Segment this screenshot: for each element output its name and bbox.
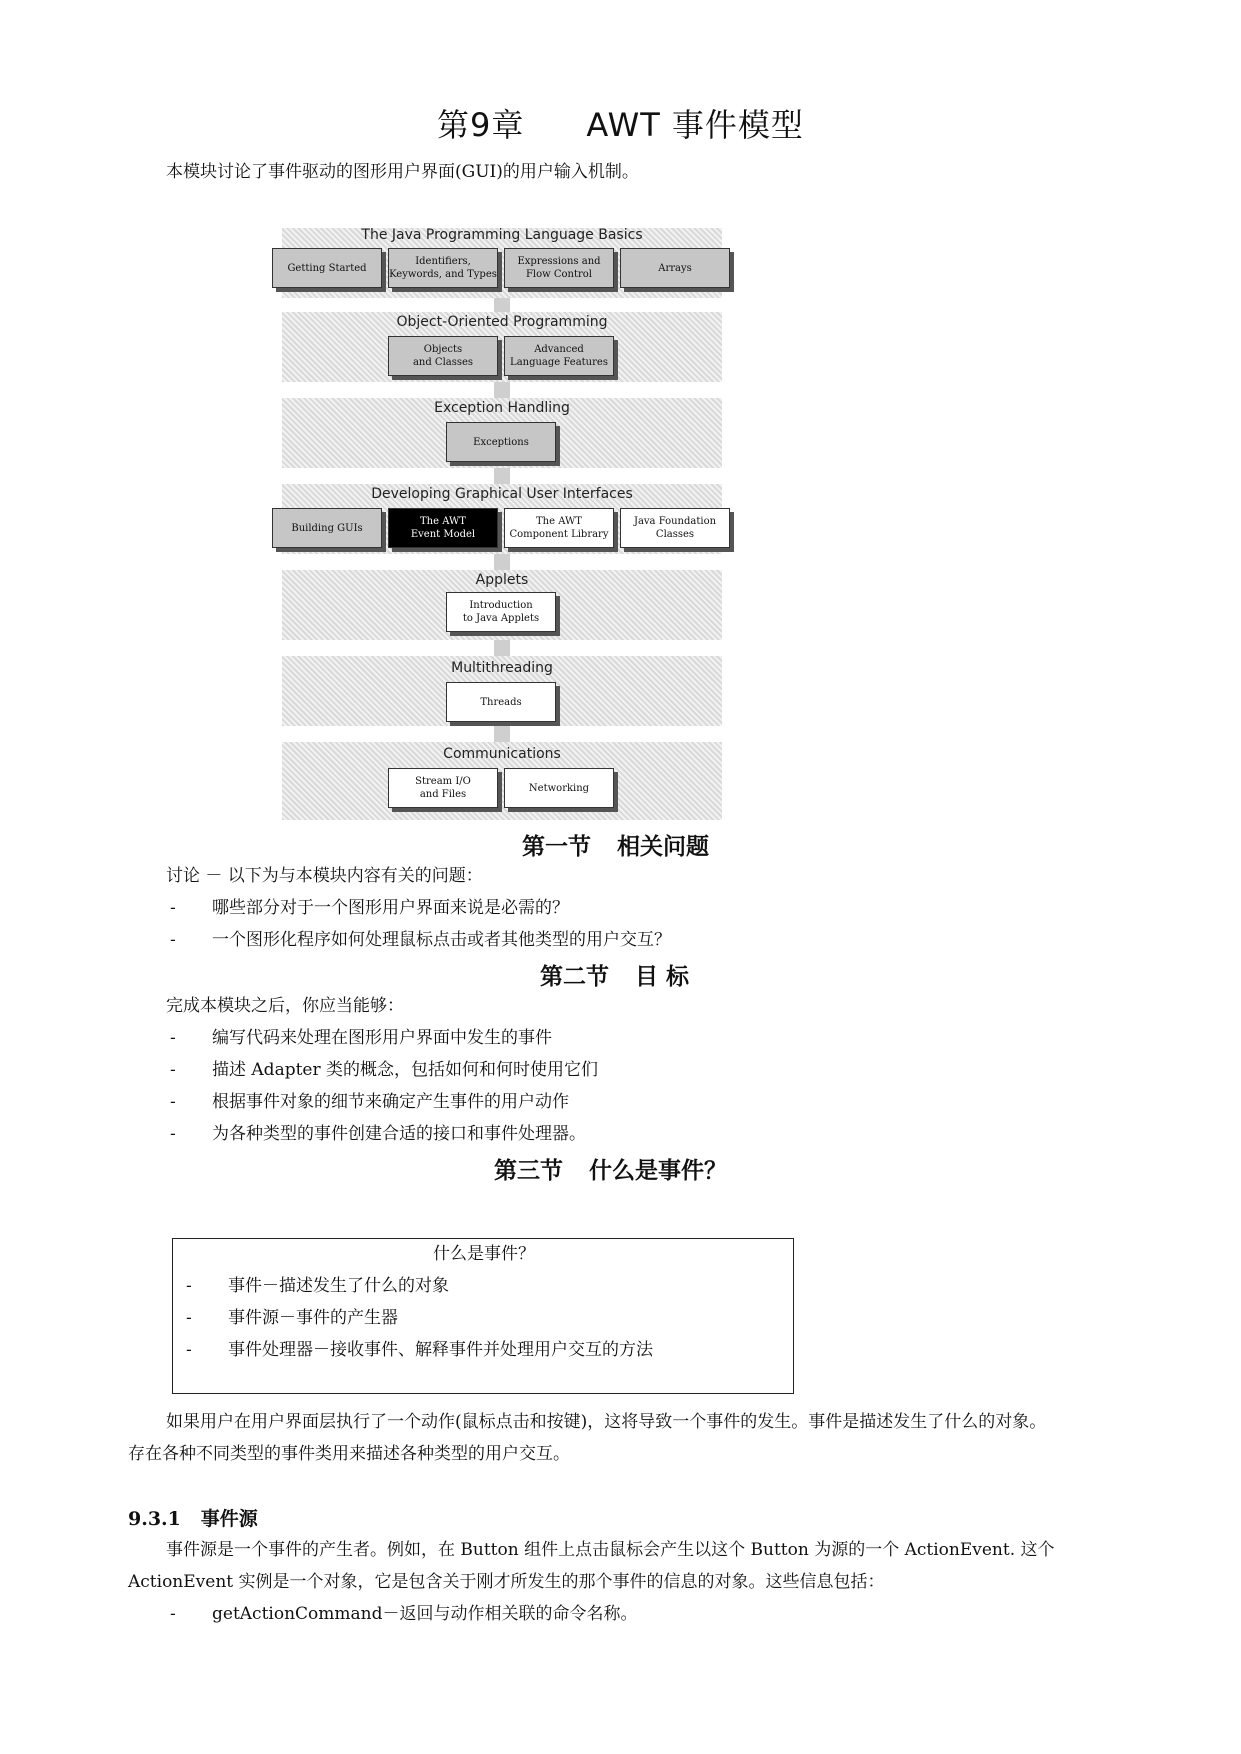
bullet: -: [170, 1092, 176, 1112]
list-item-text: 编写代码来处理在图形用户界面中发生的事件: [212, 1028, 552, 1048]
list-item: [170, 1092, 569, 1112]
band-title-multithreading: Multithreading: [451, 660, 553, 676]
module-exceptions: Exceptions: [446, 422, 556, 462]
event-source-line1: 事件源是一个事件的产生者。例如，在 Button 组件上点击鼠标会产生以这个 Button 为源的一个 ActionEvent. 这个: [166, 1540, 1055, 1560]
event-source-line2: ActionEvent 实例是一个对象，它是包含关于刚才所发生的那个事件的信息的对象。这些信息包括：: [128, 1572, 885, 1592]
section2-title: [540, 958, 689, 991]
section1-number: 第一节: [522, 834, 591, 860]
module-building-guis: Building GUIs: [272, 508, 382, 548]
module-objects-classes: Objects and Classes: [388, 336, 498, 376]
list-item: [170, 1124, 586, 1144]
section1-name: 相关问题: [617, 834, 709, 860]
list-item: [170, 1604, 637, 1624]
course-map-diagram: [272, 224, 732, 824]
list-item-text: getActionCommand－返回与动作相关联的命令名称。: [212, 1604, 638, 1624]
subsection-heading: 9.3.1 事件源: [128, 1508, 258, 1530]
section3-number: 第三节: [494, 1158, 563, 1184]
chapter-title: [0, 100, 1241, 146]
module-awt-component-library: The AWT Component Library: [504, 508, 614, 548]
bullet: -: [170, 1604, 176, 1624]
band-title-oop: Object-Oriented Programming: [396, 314, 608, 330]
list-item: [170, 1060, 598, 1080]
section1-lead: 讨论 － 以下为与本模块内容有关的问题：: [166, 866, 483, 886]
box-heading: 什么是事件？: [433, 1244, 535, 1264]
list-item: [186, 1308, 398, 1328]
module-java-foundation-classes: Java Foundation Classes: [620, 508, 730, 548]
list-item-text: 事件源－事件的产生器: [228, 1308, 398, 1328]
module-intro-applets: Introduction to Java Applets: [446, 592, 556, 632]
module-threads: Threads: [446, 682, 556, 722]
chapter-number: 第9章: [437, 106, 525, 144]
section2-number: 第二节: [540, 964, 609, 990]
bullet: -: [170, 1060, 176, 1080]
list-item: [170, 930, 671, 950]
section1-title: [522, 828, 709, 861]
list-item-text: 为各种类型的事件创建合适的接口和事件处理器。: [212, 1124, 586, 1144]
module-awt-event-model: The AWT Event Model: [388, 508, 498, 548]
module-networking: Networking: [504, 768, 614, 808]
band-title-exceptions: Exception Handling: [434, 400, 570, 416]
module-stream-io: Stream I/O and Files: [388, 768, 498, 808]
module-identifiers: Identifiers, Keywords, and Types: [388, 248, 498, 288]
module-getting-started: Getting Started: [272, 248, 382, 288]
list-item: [170, 898, 569, 918]
list-item-text: 事件处理器－接收事件、解释事件并处理用户交互的方法: [228, 1340, 653, 1360]
event-paragraph-line1: 如果用户在用户界面层执行了一个动作(鼠标点击和按键)，这将导致一个事件的发生。事件是描述发生了什么的对象。: [166, 1412, 1047, 1432]
band-title-basics: The Java Programming Language Basics: [361, 227, 643, 243]
section3-name: 什么是事件？: [589, 1158, 727, 1184]
band-title-gui: Developing Graphical User Interfaces: [371, 486, 633, 502]
section3-title: [494, 1152, 727, 1185]
list-item-text: 根据事件对象的细节来确定产生事件的用户动作: [212, 1092, 569, 1112]
list-item-text: 事件－描述发生了什么的对象: [228, 1276, 449, 1296]
list-item: [170, 1028, 552, 1048]
bullet: -: [170, 1124, 176, 1144]
bullet: -: [170, 898, 176, 918]
section2-name: 目 标: [635, 964, 690, 990]
list-item: [186, 1340, 653, 1360]
list-item-text: 描述 Adapter 类的概念，包括如何和何时使用它们: [212, 1060, 599, 1080]
module-advanced-language: Advanced Language Features: [504, 336, 614, 376]
bullet: -: [186, 1276, 192, 1296]
list-item-text: 一个图形化程序如何处理鼠标点击或者其他类型的用户交互？: [212, 930, 671, 950]
list-item: [186, 1276, 449, 1296]
intro-text: 本模块讨论了事件驱动的图形用户界面(GUI)的用户输入机制。: [166, 162, 639, 182]
band-title-communications: Communications: [443, 746, 561, 762]
module-arrays: Arrays: [620, 248, 730, 288]
band-title-applets: Applets: [475, 572, 529, 588]
event-paragraph-line2: 存在各种不同类型的事件类用来描述各种类型的用户交互。: [128, 1444, 570, 1464]
bullet: -: [186, 1308, 192, 1328]
chapter-name: AWT 事件模型: [586, 106, 804, 144]
bullet: -: [170, 1028, 176, 1048]
bullet: -: [170, 930, 176, 950]
section2-lead: 完成本模块之后，你应当能够：: [166, 996, 404, 1016]
module-expressions: Expressions and Flow Control: [504, 248, 614, 288]
bullet: -: [186, 1340, 192, 1360]
list-item-text: 哪些部分对于一个图形用户界面来说是必需的？: [212, 898, 569, 918]
